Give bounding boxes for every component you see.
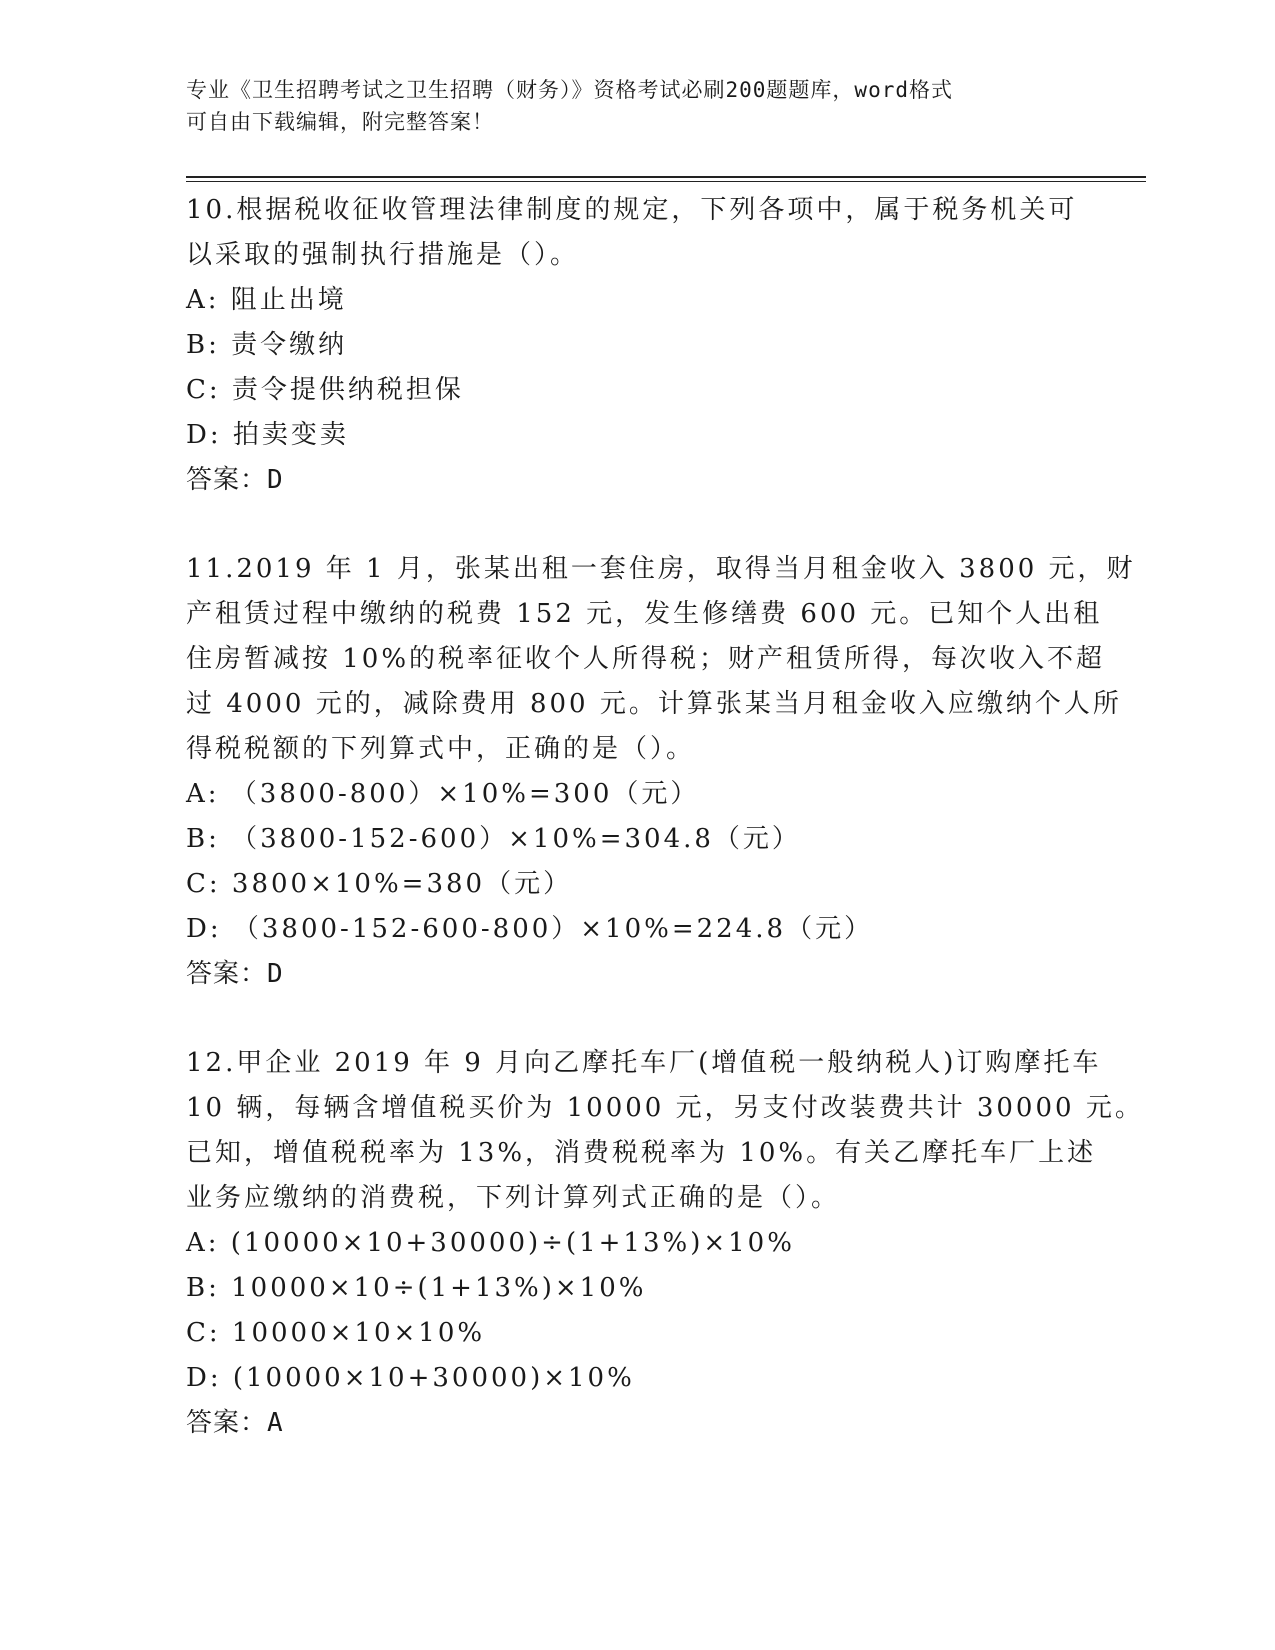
option-d: D: 拍卖变卖: [186, 420, 349, 450]
option-d: D: （3800-152-600-800）×10%=224.8（元）: [186, 914, 874, 944]
question-text-line: 10 辆，每辆含增值税买价为 10000 元，另支付改装费共计 30000 元。: [186, 1093, 1144, 1123]
spacer: [186, 503, 1086, 547]
question-text-line: 产租赁过程中缴纳的税费 152 元，发生修缮费 600 元。已知个人出租: [186, 599, 1103, 629]
header-divider-thick: [186, 176, 1146, 178]
question-text-line: 过 4000 元的，减除费用 800 元。计算张某当月租金收入应缴纳个人所: [186, 689, 1122, 719]
answer-label: 答案：D: [186, 959, 284, 989]
question-list: [186, 188, 1144, 1446]
option-b: B: （3800-152-600）×10%=304.8（元）: [186, 824, 801, 854]
question-12: [186, 1041, 1144, 1446]
question-text-line: 12.甲企业 2019 年 9 月向乙摩托车厂(增值税一般纳税人)订购摩托车: [186, 1048, 1102, 1078]
answer-label: 答案：A: [186, 1408, 284, 1438]
question-11: [186, 547, 1136, 997]
document-header: [186, 74, 1066, 138]
spacer: [186, 997, 1086, 1041]
question-text-line: 以采取的强制执行措施是（）。: [186, 240, 580, 270]
option-a: A: (10000×10+30000)÷(1+13%)×10%: [186, 1228, 795, 1258]
question-text-line: 10.根据税收征收管理法律制度的规定，下列各项中，属于税务机关可: [186, 195, 1078, 225]
option-a: A: 阻止出境: [186, 285, 347, 315]
option-c: C: 10000×10×10%: [186, 1318, 486, 1348]
question-text-line: 已知，增值税税率为 13%，消费税税率为 10%。有关乙摩托车厂上述: [186, 1138, 1097, 1168]
option-a: A: （3800-800）×10%=300（元）: [186, 779, 700, 809]
option-c: C: 3800×10%=380（元）: [186, 869, 573, 899]
header-divider-thin: [186, 181, 1146, 182]
header-line-2: 可自由下载编辑，附完整答案！: [186, 110, 494, 134]
question-text-line: 11.2019 年 1 月，张某出租一套住房，取得当月租金收入 3800 元，财: [186, 554, 1136, 584]
question-10: [186, 188, 1086, 503]
option-d: D: (10000×10+30000)×10%: [186, 1363, 635, 1393]
question-text-line: 得税税额的下列算式中，正确的是（）。: [186, 734, 696, 764]
option-c: C: 责令提供纳税担保: [186, 375, 464, 405]
question-text-line: 住房暂减按 10%的税率征收个人所得税；财产租赁所得，每次收入不超: [186, 644, 1106, 674]
header-line-1: 专业《卫生招聘考试之卫生招聘（财务）》资格考试必刷200题题库，word格式: [186, 78, 953, 102]
answer-label: 答案：D: [186, 465, 284, 495]
question-text-line: 业务应缴纳的消费税，下列计算列式正确的是（）。: [186, 1183, 841, 1213]
option-b: B: 责令缴纳: [186, 330, 348, 360]
option-b: B: 10000×10÷(1+13%)×10%: [186, 1273, 647, 1303]
